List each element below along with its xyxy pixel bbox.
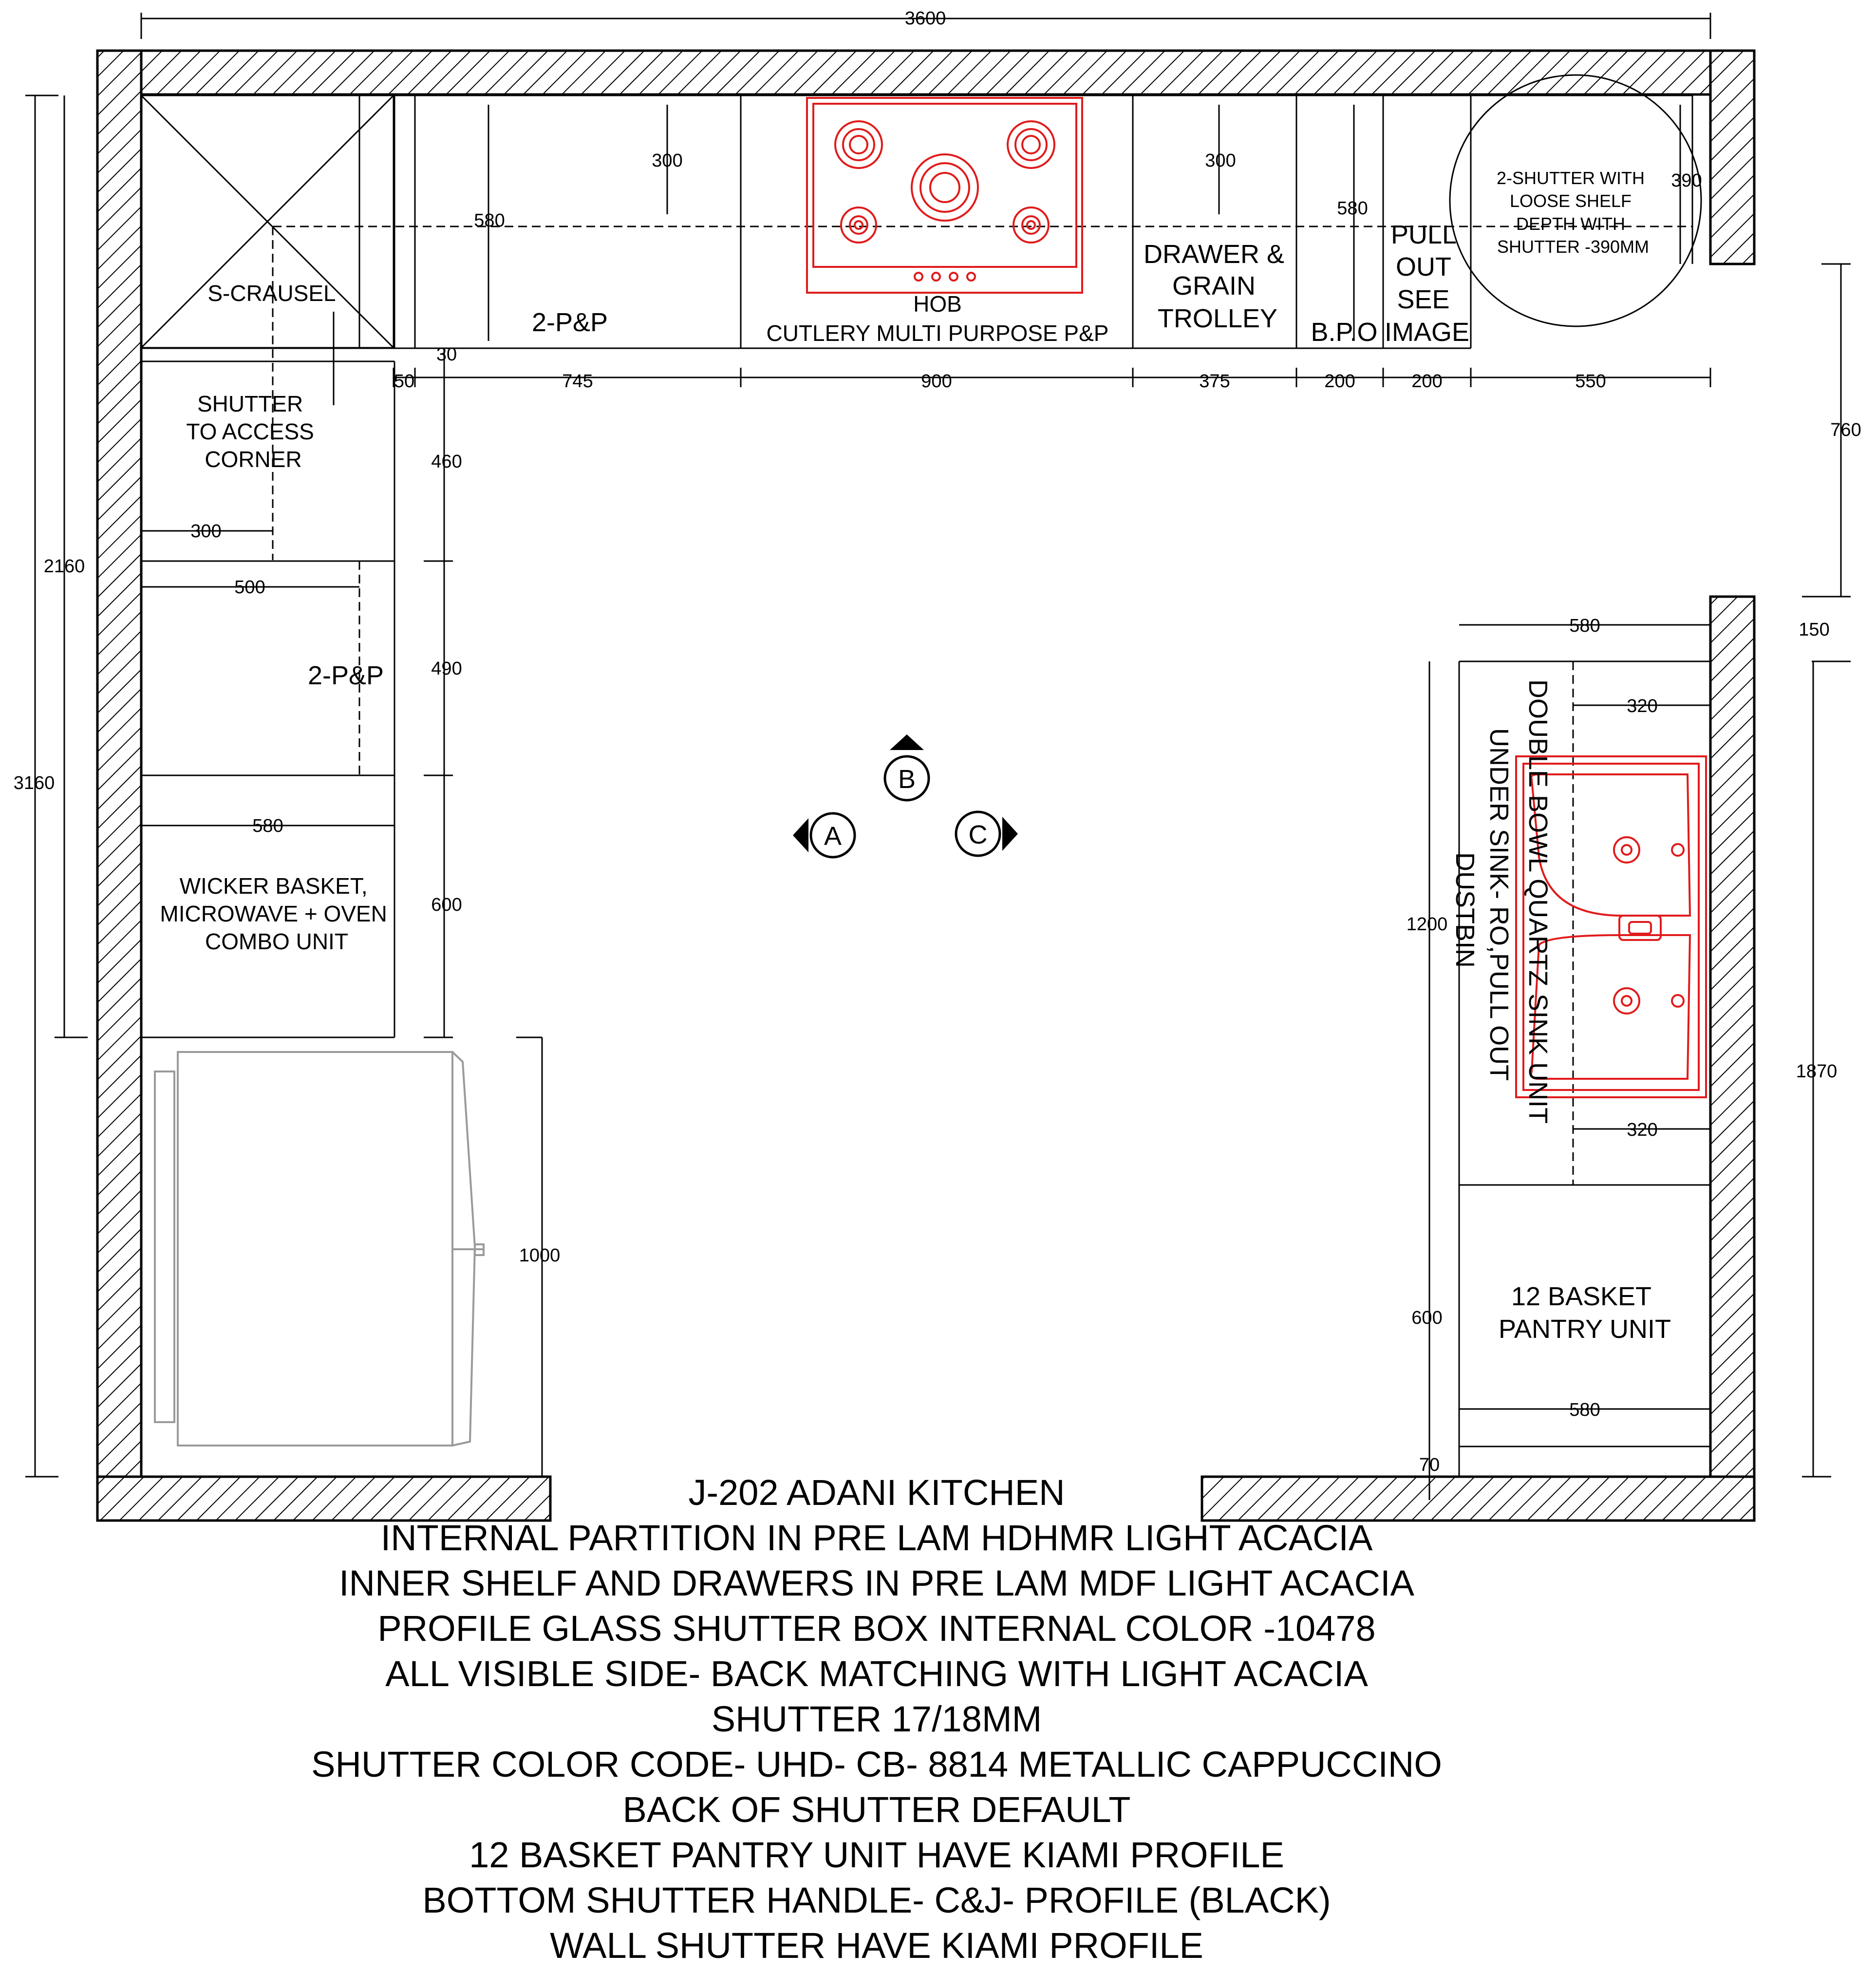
- label-drawer-line-1: DRAWER &: [1143, 240, 1284, 269]
- label-cutlery: CUTLERY MULTI PURPOSE P&P: [766, 320, 1109, 346]
- label-corner-line-3: DEPTH WITH: [1516, 214, 1625, 234]
- note-line: SHUTTER 17/18MM: [711, 1699, 1042, 1739]
- dim-left-run-3: 600: [431, 895, 462, 915]
- label-pp-top: 2-P&P: [531, 308, 608, 337]
- wall-left: [97, 51, 141, 1521]
- label-drawer-line-2: GRAIN: [1172, 271, 1256, 300]
- label-carousel: S-CRAUSEL: [207, 281, 336, 306]
- label-corner-line-2: LOOSE SHELF: [1509, 191, 1632, 211]
- dim-top-run-4: 375: [1199, 371, 1230, 392]
- view-markers: [793, 734, 1018, 857]
- dim-left-run-1: 460: [431, 451, 462, 472]
- label-drawer-trolley: [1144, 240, 1292, 333]
- label-wicker: [160, 873, 393, 954]
- dim-trolley-depth: 300: [1205, 150, 1236, 171]
- label-corner-line-4: SHUTTER -390MM: [1497, 237, 1650, 257]
- label-pullout: [1385, 220, 1469, 347]
- burner-center: [912, 154, 978, 221]
- hob-cooktop: [807, 98, 1082, 293]
- wall-top: [97, 51, 1754, 94]
- dim-pantry-width: 580: [1569, 1400, 1600, 1420]
- dim-top-run-7: 550: [1575, 371, 1606, 392]
- unit-labels: [160, 168, 1671, 1344]
- note-line: ALL VISIBLE SIDE- BACK MATCHING WITH LIGHT ACACIA: [385, 1653, 1368, 1694]
- burner-top-right: [1008, 121, 1054, 168]
- dim-shutter-width: 300: [190, 521, 222, 542]
- dim-end-gap: 70: [1419, 1455, 1440, 1475]
- note-line: BACK OF SHUTTER DEFAULT: [622, 1789, 1131, 1830]
- label-shutter-access: [186, 391, 320, 472]
- label-pullout-line-2: OUT: [1395, 252, 1451, 282]
- label-pantry-line-2: PANTRY UNIT: [1498, 1315, 1671, 1344]
- label-pullout-line-1: PULL: [1390, 220, 1456, 249]
- dim-top-run-2: 745: [562, 371, 593, 392]
- dim-right-total: 1870: [1796, 1061, 1838, 1082]
- dim-fridge-width: 1000: [519, 1245, 561, 1266]
- label-sink-line-1: DOUBLE BOWL QUARTZ SINK UNIT: [1523, 679, 1553, 1124]
- view-marker-a: [793, 813, 855, 857]
- label-shutter-line-2: TO ACCESS: [186, 419, 314, 444]
- dim-pp-depth: 300: [652, 150, 683, 171]
- label-pantry-line-1: 12 BASKET: [1511, 1282, 1651, 1311]
- label-corner-line-1: 2-SHUTTER WITH: [1497, 168, 1645, 188]
- note-line: PROFILE GLASS SHUTTER BOX INTERNAL COLOR -10478: [377, 1608, 1376, 1649]
- wall-bottom-left: [97, 1477, 550, 1521]
- label-shutter-line-3: CORNER: [205, 447, 302, 472]
- hob-knobs: [915, 273, 975, 281]
- label-wicker-line-2: MICROWAVE + OVEN: [160, 901, 387, 926]
- label-pantry: [1499, 1282, 1671, 1344]
- dim-corner-depth: 390: [1671, 170, 1702, 191]
- label-hob: HOB: [913, 291, 962, 317]
- label-pullout-line-3: SEE: [1397, 285, 1450, 314]
- burner-bottom-right: [1013, 207, 1049, 243]
- view-marker-b-label: B: [898, 765, 916, 794]
- dim-left-run-2: 490: [431, 658, 462, 679]
- note-line: INTERNAL PARTITION IN PRE LAM HDHMR LIGHT ACACIA: [380, 1518, 1373, 1558]
- dim-pantry-length: 600: [1411, 1308, 1443, 1328]
- dim-carousel-depth: 580: [474, 210, 505, 231]
- label-sink-line-2: UNDER SINK- RO,PULL OUT: [1484, 728, 1514, 1081]
- burner-top-left: [835, 121, 882, 168]
- label-pullout-line-4: IMAGE: [1384, 318, 1470, 347]
- label-pp-left: 2-P&P: [307, 661, 384, 690]
- dim-pp-width: 500: [234, 577, 265, 598]
- view-marker-c: [956, 812, 1018, 856]
- dim-sink-width-top: 580: [1569, 616, 1600, 636]
- label-bpo: B.P.O: [1311, 318, 1378, 347]
- dim-sink-length: 1200: [1406, 914, 1448, 935]
- dim-top-run-6: 200: [1411, 371, 1443, 392]
- note-line: WALL SHUTTER HAVE KIAMI PROFILE: [550, 1925, 1203, 1966]
- view-marker-c-label: C: [968, 820, 988, 849]
- dim-right-gap: 760: [1830, 420, 1861, 440]
- specification-notes: [311, 1472, 1442, 1966]
- dim-top-run-1: 50: [394, 371, 415, 392]
- note-line: INNER SHELF AND DRAWERS IN PRE LAM MDF LIGHT ACACIA: [338, 1563, 1415, 1603]
- note-line: 12 BASKET PANTRY UNIT HAVE KIAMI PROFILE: [469, 1835, 1284, 1875]
- note-line: BOTTOM SHUTTER HANDLE- C&J- PROFILE (BLACK): [422, 1880, 1331, 1920]
- dim-left-total: 3160: [13, 773, 55, 793]
- view-marker-a-label: A: [824, 822, 842, 851]
- label-corner-shelf: [1497, 168, 1650, 257]
- wall-top-right-stub: [1710, 51, 1754, 264]
- dim-right-offset: 150: [1799, 620, 1830, 640]
- label-wicker-line-3: COMBO UNIT: [205, 929, 348, 954]
- dim-top-run-3: 900: [921, 371, 952, 392]
- dim-left-upper: 2160: [43, 556, 85, 577]
- dim-top-run-5: 200: [1324, 371, 1355, 392]
- refrigerator: [155, 1052, 485, 1446]
- burner-bottom-left: [841, 207, 876, 243]
- label-sink-line-3: DUSTBIN: [1450, 852, 1480, 968]
- note-title: J-202 ADANI KITCHEN: [688, 1472, 1065, 1513]
- dim-hob-front: 30: [436, 344, 457, 365]
- dim-sink-offset-bottom: 320: [1627, 1120, 1658, 1140]
- view-marker-b: [885, 734, 929, 800]
- label-drawer-line-3: TROLLEY: [1157, 304, 1278, 333]
- dim-sink-offset-top: 320: [1627, 696, 1658, 716]
- dim-bpo-depth: 580: [1337, 198, 1368, 219]
- wall-right: [1710, 597, 1754, 1521]
- label-shutter-line-1: SHUTTER: [197, 391, 303, 416]
- wall-bottom-right: [1202, 1477, 1754, 1521]
- note-line: SHUTTER COLOR CODE- UHD- CB- 8814 METALLIC CAPPUCCINO: [311, 1744, 1442, 1784]
- dim-wicker-width: 580: [252, 816, 283, 836]
- dim-overall-width: 3600: [904, 8, 946, 29]
- label-wicker-line-1: WICKER BASKET,: [179, 873, 368, 899]
